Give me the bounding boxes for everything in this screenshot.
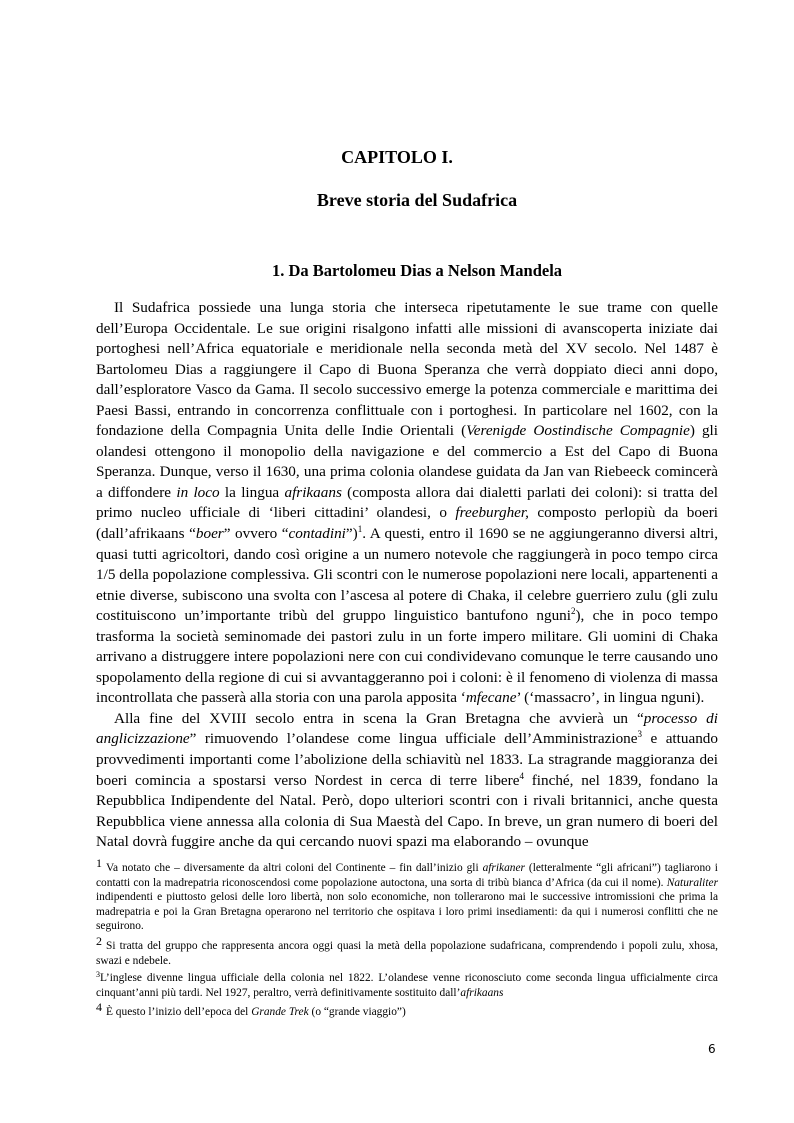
footnote-3: $^3$L’inglese divenne lingua ufficiale della colonia nel 1822. L’olandese venne riconosciuto come seconda lingua ufficialmente circa cinquant’anni più tardi. Nel 1927, peraltro, verrà definitivamente sostituito dall’afrikaans — [96, 970, 718, 999]
footnote-ref-2[interactable]: 2 — [570, 606, 576, 617]
footnote-2: 2 Si tratta del gruppo che rappresenta ancora oggi quasi la metà della popolazione sudafricana, comprendendo i popoli zulu, xhosa, swazi e ndebele. — [96, 933, 718, 967]
paragraph-1: Il Sudafrica possiede una lunga storia che interseca ripetutamente le sue trame con quelle dell’Europa Occidentale. Le sue origini risalgono infatti alle missioni di avanscoperta iniziate dai portoghesi nell’Africa equatoriale e meridionale nella seconda metà del XV secolo. Nel 1487 è Bartolomeu Dias a raggiungere il Capo di Buona Speranza che verrà doppiato dieci anni dopo, dall’esploratore Vasco da Gama. Il secolo successivo emerge la potenza commerciale e marittima dei Paesi Bassi, entrando in concorrenza conflittuale con i portoghesi. In particolare nel 1602, con la fondazione della Compagnia Unita delle Indie Orientali (Verenigde Oostindische Compagnie) gli olandesi ottengono il monopolio della navigazione e del commercio a Est del Capo di Buona Speranza. Dunque, verso il 1630, una prima colonia olandese guidata da Jan van Riebeeck comincerà a diffondere in loco la lingua afrikaans (composta allora dai dialetti parlati dei coloni): si tratta del primo nucleo ufficiale di ‘liberi cittadini’ olandesi, o freeburgher, composto perlopiù da boeri (dall’afrikaans “boer” ovvero “contadini”)$^1$. A questi, entro il 1690 se ne aggiungeranno diversi altri, quasi tutti agricoltori, dando così origine a un numero notevole che raggiungerà in poco tempo circa 1/5 della popolazione complessiva. Gli scontri con le numerose popolazioni nere locali, appartenenti a etnie diverse, subiscono una svolta con l’ascesa al potere di Chaka, il celebre guerriero zulu (gli zulu costituiscono un’importante tribù del gruppo linguistico bantufono nguni$^2$), che in poco tempo trasforma la società seminomade dei pastori zulu in un forte impero militare. Gli uomini di Chaka arrivano a distruggere intere popolazioni nere con cui condividevano comunque le terre causando uno spopolamento della regione di cui si avvantaggeranno poi i coloni: è il fenomeno di violenza di massa incontrollata che passerà alla storia con una parola apposita ‘mfecane’ (‘massacro’, in lingua nguni). — [96, 299, 719, 707]
paragraph-2: Alla fine del XVIII secolo entra in scena la Gran Bretagna che avvierà un “processo di anglicizzazione” rimuovendo l’olandese come lingua ufficiale dell’Amministrazione$^3$ e attuando provvedimenti importanti come l’abolizione della schiavitù nel 1833. La stragrande maggioranza dei boeri comincia a spostarsi verso Nordest in cerca di terre libere$^4$ finché, nel 1839, fondano la Repubblica Indipendente del Natal. Però, dopo ulteriori scontri con i rivali britannici, anche questa Repubblica viene annessa alla colonia di Sua Maestà del Capo. In breve, un gran numero di boeri del Natal dovrà fuggire anche da qui cercando nuovi spazi ma elaborando – ovunque — [96, 709, 718, 851]
chapter-title: Breve storia del Sudafrica — [316, 190, 518, 210]
chapter-label: CAPITOLO I. — [341, 147, 453, 167]
footnote-1: 1 Va notato che – diversamente da altri coloni del Continente – fin dall’inizio gli afrikaner (letteralmente “gli africani”) tagliarono i contatti con la madrepatria riconoscendosi come popolazione autoctona, una sorta di tribù bianca d’Africa (da cui il nome). Naturaliter indipendenti e piuttosto gelosi delle loro libertà, non solo economiche, non tollerarono mai le successive intromissioni che prima la madrepatria e poi la Gran Bretagna operarono nel territorio che ospitava i loro primi insediamenti: da qui i numerosi conflitti che ne seguirono. — [96, 856, 718, 933]
footnote-ref-3[interactable]: 3 — [637, 729, 642, 740]
footnotes — [96, 856, 718, 1020]
body-text — [96, 298, 718, 853]
footnote-ref-1[interactable]: 1 — [357, 524, 363, 535]
page-number: 6 — [708, 1042, 716, 1056]
footnote-4: 4 È questo l’inizio dell’epoca del Grande Trek (o “grande viaggio”) — [96, 1000, 406, 1019]
section-heading: 1. Da Bartolomeu Dias a Nelson Mandela — [271, 261, 563, 280]
footnote-ref-4[interactable]: 4 — [519, 770, 524, 781]
